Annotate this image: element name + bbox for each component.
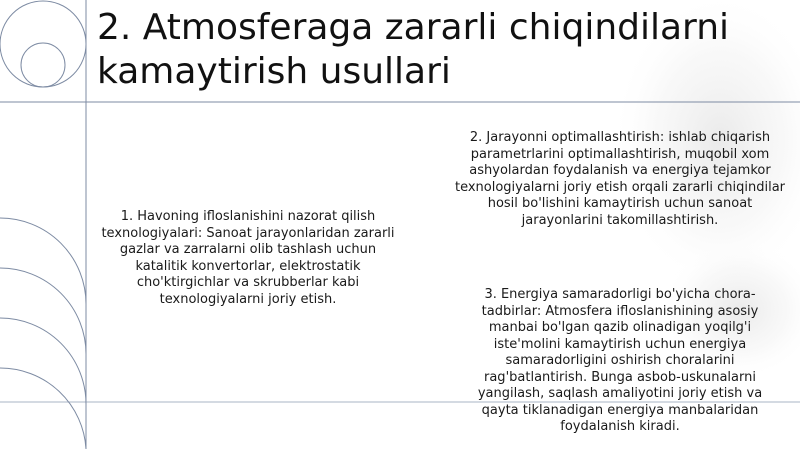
decor-arc — [0, 268, 86, 354]
decor-circle — [21, 43, 65, 87]
decor-arc — [0, 218, 86, 304]
text-block-1: 1. Havoning ifloslanishini nazorat qilish texnologiyalari: Sanoat jarayonlaridan zararli gazlar va zarralarni olib tashlash uchun katalitik konvertorlar, elektrostatik cho'ktirgichlar va skrubberlar kabi texnologiyalarni joriy etish. — [101, 209, 395, 307]
decor-arc — [0, 318, 86, 404]
text-block-2: 2. Jarayonni optimallashtirish: ishlab chiqarish parametrlarini optimallashtirish, muqobil xom ashyolardan foydalanish va energiya tejamkor texnologiyalarni joriy etish orqali zararli chiqindilar hosil bo'lishini kamaytirish uchun sanoat jarayonlarini takomillashtirish. — [454, 130, 786, 228]
decor-arc — [0, 368, 86, 449]
slide-title: 2. Atmosferaga zararli chiqindilarni kamaytirish usullari — [97, 7, 730, 92]
text-block-3: 3. Energiya samaradorligi bo'yicha chora-tadbirlar: Atmosfera ifloslanishining asosiy manbai bo'lgan qazib olinadigan yoqilg'i iste'molini kamaytirish uchun energiya samaradorligini oshirish choralarini rag'batlantirish. Bunga asbob-uskunalarni yangilash, saqlash amaliyotini joriy etish va qayta tiklanadigan energiya manbalaridan foydalanish kiradi. — [477, 287, 763, 434]
decor-circle — [0, 1, 86, 87]
